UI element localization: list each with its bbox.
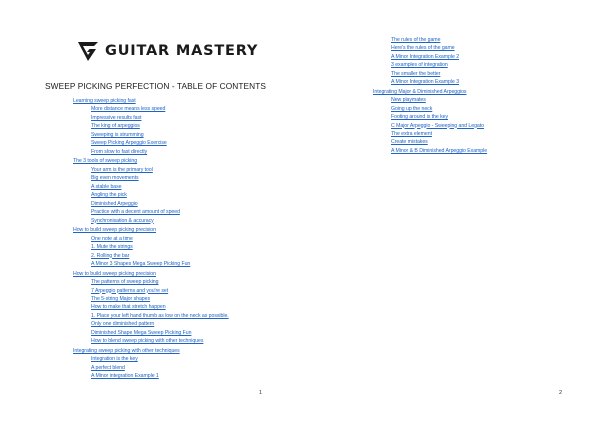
page-title: SWEEP PICKING PERFECTION - TABLE OF CONTENTS xyxy=(45,81,267,91)
toc-item-link[interactable]: A Minor Integration Example 2 xyxy=(391,53,460,60)
toc-item-link[interactable]: C Major Arpeggio - Sweeping and Legato xyxy=(391,122,484,129)
toc-list-page-2 xyxy=(373,37,593,167)
toc-item-link[interactable]: The patterns of sweep picking xyxy=(91,279,159,286)
toc-item-link[interactable]: Only one diminished pattern xyxy=(91,321,155,328)
toc-section-link[interactable]: How to build sweep picking precision xyxy=(73,270,156,277)
toc-item-link[interactable]: Synchronisation & accuracy xyxy=(91,217,154,224)
toc-item-link[interactable]: More distance means less speed xyxy=(91,106,166,113)
toc-section-link[interactable]: How to build sweep picking precision xyxy=(73,227,156,234)
toc-item-link[interactable]: 2. Rolling the bar xyxy=(91,252,130,259)
toc-item-link[interactable]: A Minor integration Example 1 xyxy=(91,373,159,380)
toc-item-link[interactable]: The smaller the better xyxy=(391,70,441,77)
toc-item-link[interactable]: The rules of the game xyxy=(391,37,441,43)
brand-logo xyxy=(77,40,258,62)
toc-item-link[interactable]: Sweeping is strumming xyxy=(91,131,144,138)
toc-item-link[interactable]: A Minor & B Diminished Arpeggio Example xyxy=(391,147,488,154)
toc-item-link[interactable]: Footing around is the key xyxy=(391,114,449,121)
toc-section-link[interactable]: Learning sweep picking fast xyxy=(73,98,136,104)
toc-item-link[interactable]: 1. Place your left hand thumb as low on the neck as possible. xyxy=(91,312,229,319)
toc-item-link[interactable]: Create mistakes xyxy=(391,139,428,146)
toc-item-link[interactable]: Sweep Picking Arpeggio Exercise xyxy=(91,140,167,147)
toc-item-link[interactable]: Practice with a decent amount of speed xyxy=(91,209,180,216)
toc-item-link[interactable]: A stable base xyxy=(91,183,122,190)
brand-name: GUITAR MASTERY xyxy=(105,43,259,59)
toc-list-page-1 xyxy=(73,98,293,388)
page-2 xyxy=(300,0,600,424)
toc-item-link[interactable]: Going up the neck xyxy=(391,105,433,112)
toc-item-link[interactable]: How to blend sweep picking with other techniques xyxy=(91,338,204,345)
toc-item-link[interactable]: 3 examples of integration xyxy=(391,62,448,69)
toc-section-link[interactable]: Integrating sweep picking with other techniques xyxy=(73,347,180,354)
toc-item-link[interactable]: A Minor 3 Shapes Mega Sweep Picking Fun xyxy=(91,260,191,267)
toc-item-link[interactable]: The 5-string Major shapes xyxy=(91,295,151,302)
toc-item-link[interactable]: New playmates xyxy=(391,97,426,104)
toc-item-link[interactable]: How to make that stretch happen xyxy=(91,304,166,311)
toc-item-link[interactable]: 1. Mute the strings xyxy=(91,244,133,251)
guitar-mastery-g-logo-icon xyxy=(77,40,99,62)
toc-item-link[interactable]: Big even movements xyxy=(91,175,139,182)
toc-item-link[interactable]: Diminished Shape Mega Sweep Picking Fun xyxy=(91,329,192,336)
toc-item-link[interactable]: One note at a time xyxy=(91,235,133,242)
toc-item-link[interactable]: Angling the pick xyxy=(91,192,127,199)
toc-item-link[interactable]: The king of arpeggios xyxy=(91,123,140,130)
page-number: 2 xyxy=(559,390,563,396)
toc-item-link[interactable]: The extra element xyxy=(391,130,432,137)
toc-item-link[interactable]: Here's the rules of the game xyxy=(391,45,455,52)
toc-item-link[interactable]: Your arm is the primary tool xyxy=(91,166,153,173)
toc-section-link[interactable]: Integrating Major & Diminished Arpeggios xyxy=(373,88,467,95)
toc-item-link[interactable]: Diminished Arpeggio xyxy=(91,200,138,207)
page-number: 1 xyxy=(259,390,263,396)
toc-item-link[interactable]: 7 Arpeggio patterns and you're set xyxy=(91,287,169,294)
toc-item-link[interactable]: From slow to fast directly xyxy=(91,148,148,155)
toc-item-link[interactable]: A perfect blend xyxy=(91,364,125,371)
toc-item-link[interactable]: Integration is the key xyxy=(91,356,138,363)
toc-item-link[interactable]: Impressive results fast xyxy=(91,114,142,121)
toc-section-link[interactable]: The 3 tools of sweep picking xyxy=(73,158,138,165)
toc-item-link[interactable]: A Minor Integration Example 3 xyxy=(391,79,460,86)
